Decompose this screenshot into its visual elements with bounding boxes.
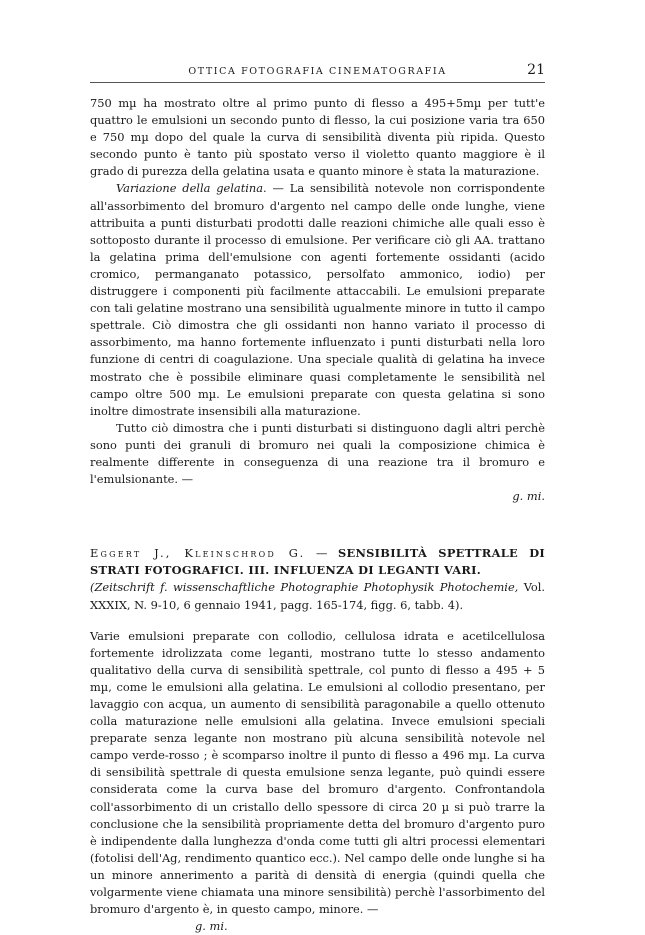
running-title: OTTICA FOTOGRAFIA CINEMATOGRAFIA bbox=[188, 66, 447, 77]
abstract-continuation bbox=[90, 95, 545, 505]
subsection-heading: Variazione della gelatina. bbox=[116, 181, 267, 196]
running-header bbox=[90, 60, 545, 83]
journal-page bbox=[90, 60, 545, 935]
authors: Eggert J., Kleinschrod G. bbox=[90, 546, 306, 561]
paragraph: 750 mµ ha mostrato oltre al primo punto di flesso a 495+5mµ per tutt'e quattro le emulsioni un secondo punto di flesso, la cui posizione varia tra 650 e 750 mµ dopo del quale la curva di sensibilità diventa più ripida. Questo secondo punto è tanto più spostato verso il violetto quanto maggiore è il grado di purezza della gelatina usata e quanto minore è stata la maturazione. bbox=[90, 96, 545, 179]
paragraph-text: — La sensibilità notevole non corrispondente all'assorbimento del bromuro d'argento nel campo delle onde lunghe, viene attribuita a punti disturbati prodotti dalle reazioni chimiche alle quali esso è sottoposto durante il processo di emulsione. Per verificare ciò gli AA. trattano la gelatina prima dell'emulsione con agenti fortemente ossidanti (acido cromico, permanganato potassico, persolfato ammonico, iodio) per distruggere i componenti più facilmente attaccabili. Le emulsioni preparate con tali gelatine mostrano una sensibilità ugualmente minore in tutto il campo spettrale. Ciò dimostra che gli ossidanti non hanno variato il processo di assorbimento, ma hanno fortemente influenzato i punti disturbati nella loro funzione di centri di coagulazione. Una speciale qualità di gelatina ha invece mostrato che è possibile eliminare quasi completamente le sensibilità nel campo oltre 500 mµ. Le emulsioni preparate con questa gelatina si sono inoltre dimostrate insensibili alla maturazione. bbox=[90, 181, 545, 418]
paragraph: Tutto ciò dimostra che i punti disturbati si distinguono dagli altri perchè sono punti dei granuli di bromuro nei quali la composizione chimica è realmente differente in conseguenza di una reazione tra il bromuro e l'emulsionante. — bbox=[90, 420, 545, 487]
dash: — bbox=[305, 546, 338, 561]
abstract-entry bbox=[90, 545, 545, 935]
paragraph bbox=[90, 180, 545, 419]
journal-name: (Zeitschrift f. wissenschaftliche Photographie Photophysik Photochemie, bbox=[90, 580, 519, 595]
article-title: SENSIBILITÀ SPETTRALE DI STRATI FOTOGRAFICI. III. INFLUENZA DI LEGANTI VARI. bbox=[90, 546, 545, 578]
author-signature: g. mi. bbox=[512, 489, 545, 504]
author-signature: g. mi. bbox=[195, 919, 228, 934]
paragraph: Varie emulsioni preparate con collodio, cellulosa idrata e acetilcellulosa fortemente idrolizzata come leganti, mostrano tutte lo stesso andamento qualitativo della curva di sensibilità spettrale, col punto di flesso a 495 + 5 mµ, come le emulsioni alla gelatina. Le emulsioni al collodio presentano, per lavaggio con acqua, un aumento di sensibilità paragonabile a quello ottenuto colla maturazione nelle emulsioni alla gelatina. Invece emulsioni speciali preparate senza legante non mostrano più alcuna sensibilità notevole nel campo verde-rosso ; è scomparso inoltre il punto di flesso a 496 mµ. La curva di sensibilità spettrale di questa emulsione senza legante, può quindi essere considerata come la curva base del bromuro d'argento. Confrontandola coll'assorbimento di un cristallo dello spessore di circa 20 µ si può trarre la conclusione che la sensibilità propriamente detta del bromuro d'argento puro è indipendente dalla lunghezza d'onda come tutti gli altri processi elementari (fotolisi dell'Ag, rendimento quantico ecc.). Nel campo delle onde lunghe si ha un minore annerimento a parità di densità di energia (quindi quella che volgarmente viene chiamata una minore sensibilità) perchè l'assorbimento del bromuro d'argento è, in questo campo, minore. — bbox=[90, 628, 545, 917]
page-number: 21 bbox=[527, 62, 545, 78]
citation bbox=[90, 579, 545, 613]
article-heading bbox=[90, 545, 545, 579]
citation-details: Vol. XXXIX, N. 9-10, 6 gennaio 1941, pagg. 165-174, figg. 6, tabb. 4). bbox=[90, 580, 545, 612]
